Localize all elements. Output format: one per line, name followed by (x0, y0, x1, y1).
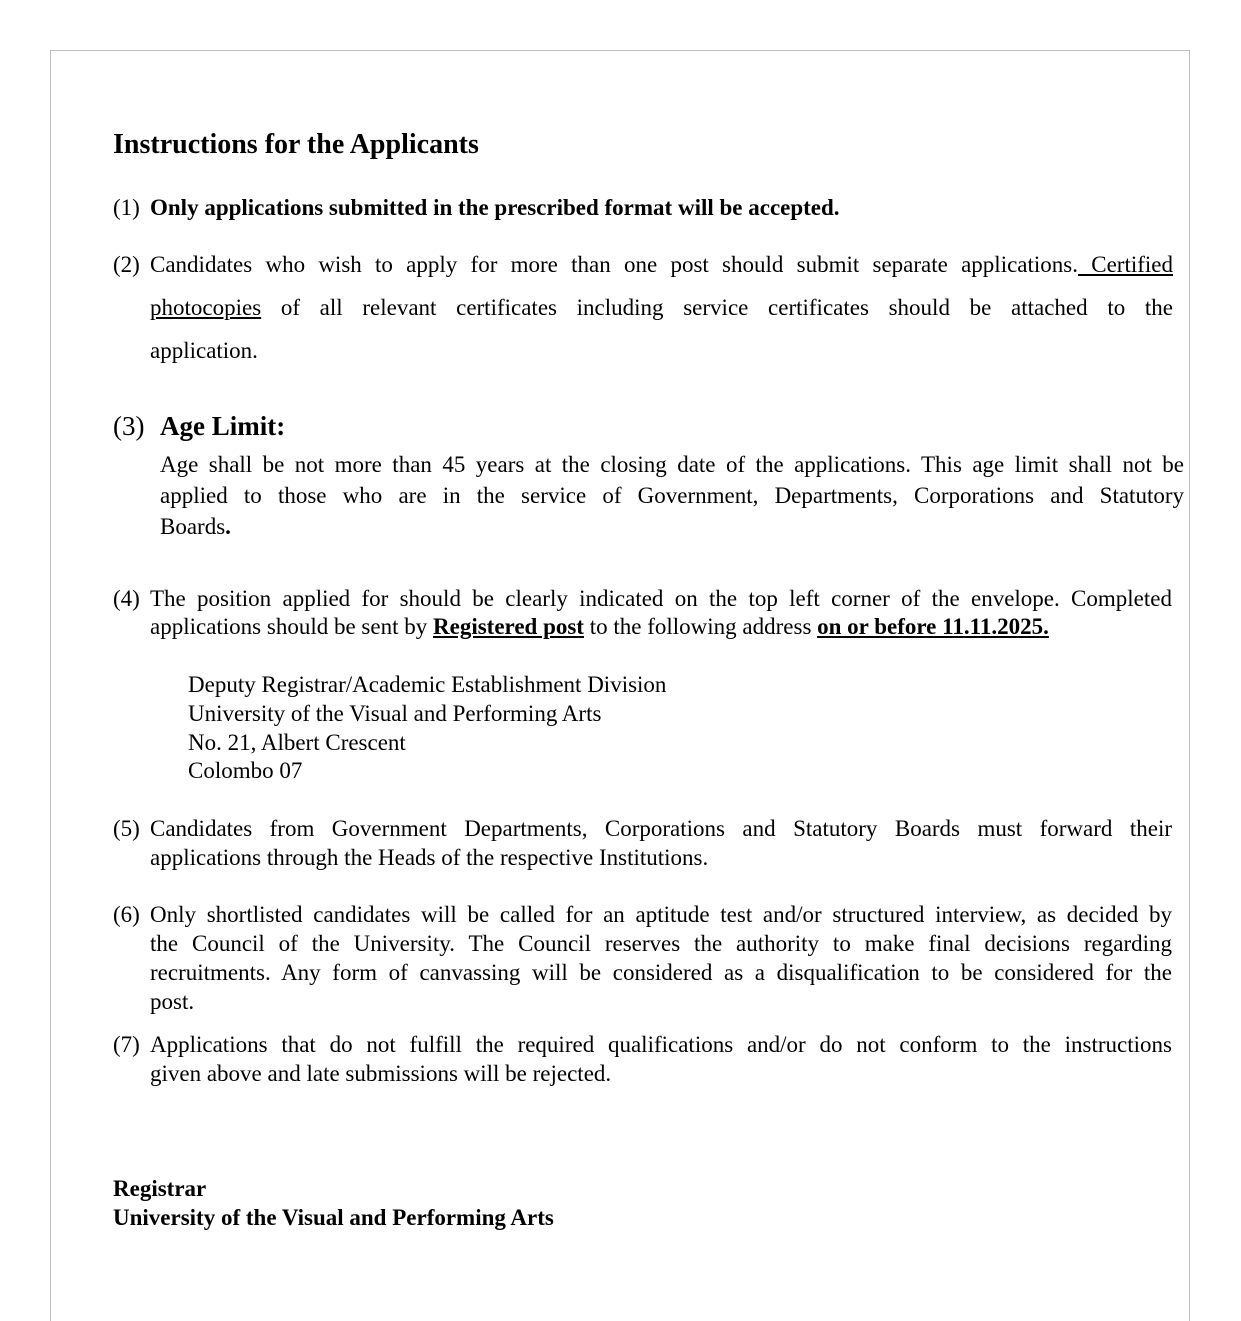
item-2-line-1-text: Candidates who wish to apply for more than one post should submit separate applications. (150, 252, 1078, 277)
item-3-period: . (225, 514, 231, 539)
item-3-line-2: applied to those who are in the service of Government, Departments, Corporations and Statutory (160, 483, 1184, 508)
item-6-line-2: the Council of the University. The Council reserves the authority to make final decisions regarding (150, 931, 1172, 956)
item-3-line-3 (160, 514, 231, 540)
item-6-line-4: post. (150, 989, 195, 1014)
item-3-number: (3) (113, 411, 145, 441)
item-5-line-1: Candidates from Government Departments, Corporations and Statutory Boards must forward their (150, 816, 1172, 841)
address-line-3: No. 21, Albert Crescent (188, 730, 406, 755)
item-7-line-1: Applications that do not fulfill the required qualifications and/or do not conform to the instructions (150, 1032, 1172, 1057)
item-3-line-1: Age shall be not more than 45 years at the closing date of the applications. This age limit shall not be (160, 452, 1184, 477)
item-4-line-2-pre: applications should be sent by (150, 614, 433, 639)
item-5-line-2: applications through the Heads of the respective Institutions. (150, 845, 709, 870)
item-2-line-3: application. (150, 338, 258, 363)
signature-institution: University of the Visual and Performing Arts (113, 1205, 554, 1230)
item-2-number: (2) (113, 252, 140, 277)
item-6-line-1: Only shortlisted candidates will be called for an aptitude test and/or structured interview, as decided by (150, 902, 1172, 927)
item-7-line-2: given above and late submissions will be rejected. (150, 1061, 612, 1086)
item-2-line-2-text: of all relevant certificates including service certificates should be attached to the (261, 295, 1173, 320)
item-4-line-2-mid: to the following address (583, 614, 818, 639)
item-3-line-3-text: Boards (160, 514, 226, 539)
item-2-line-2 (150, 295, 1173, 321)
item-1-text: Only applications submitted in the prescribed format will be accepted. (150, 195, 840, 220)
item-4-line-1: The position applied for should be clearly indicated on the top left corner of the envelope. Completed (150, 586, 1172, 611)
registered-post-emphasis: Registered post (433, 614, 584, 639)
item-5-number: (5) (113, 816, 140, 841)
item-4-line-2 (150, 614, 1049, 640)
address-line-2: University of the Visual and Performing Arts (188, 701, 602, 726)
photocopies-underlined: photocopies (150, 295, 262, 320)
item-2-line-1 (150, 252, 1173, 278)
certified-underlined: Certified (1078, 252, 1174, 277)
page-title: Instructions for the Applicants (113, 129, 479, 160)
address-line-4: Colombo 07 (188, 758, 303, 783)
item-1-number: (1) (113, 195, 140, 220)
item-4-number: (4) (113, 586, 140, 611)
deadline-emphasis: on or before 11.11.2025. (817, 614, 1049, 639)
item-6-number: (6) (113, 902, 140, 927)
age-limit-heading: Age Limit: (160, 411, 286, 441)
item-6-line-3: recruitments. Any form of canvassing will be considered as a disqualification to be considered for the (150, 960, 1172, 985)
address-line-1: Deputy Registrar/Academic Establishment Division (188, 672, 667, 697)
signature-title: Registrar (113, 1176, 207, 1201)
item-7-number: (7) (113, 1032, 140, 1057)
